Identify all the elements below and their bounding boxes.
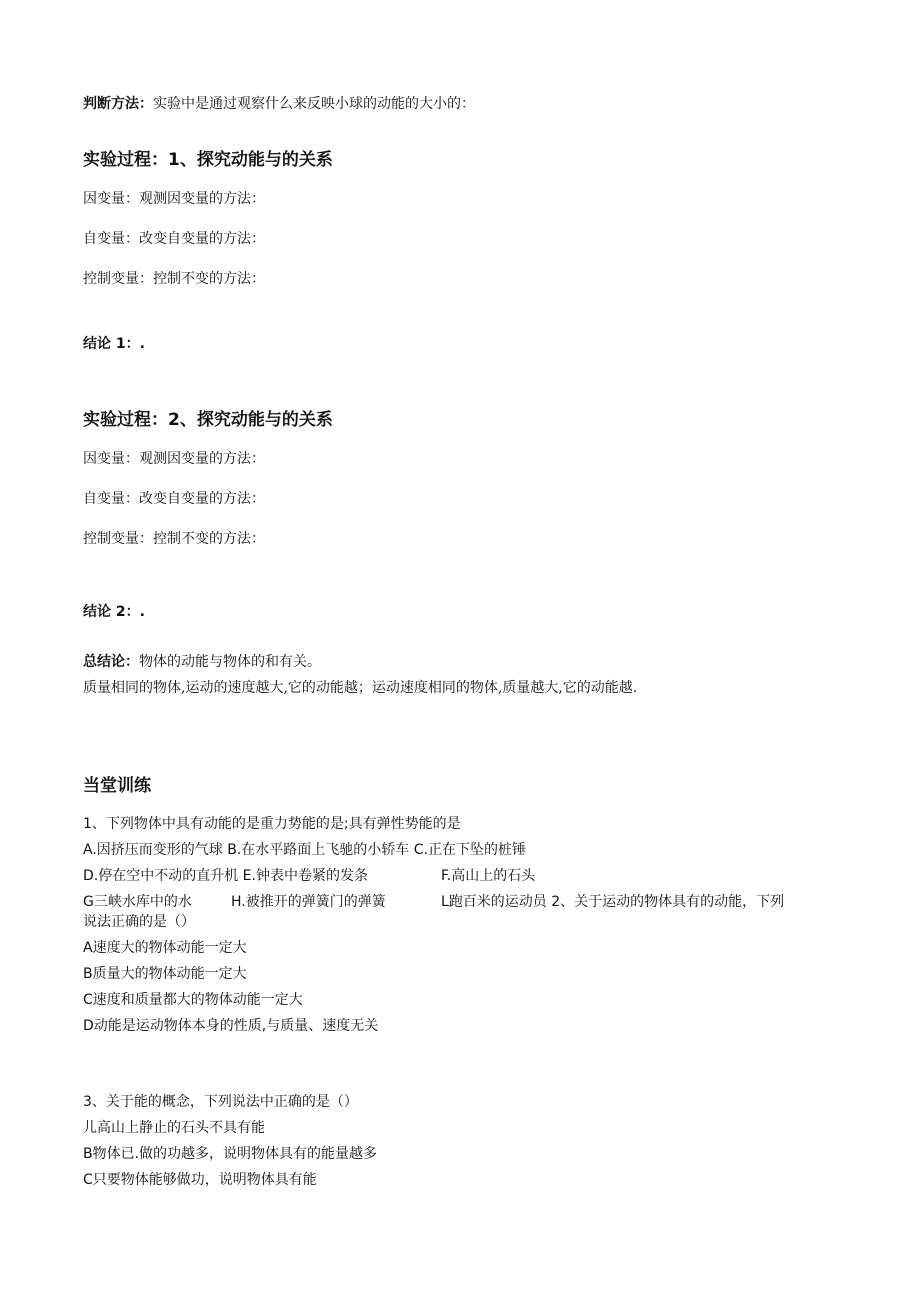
- training-heading: 当堂训练: [83, 776, 151, 796]
- q3-option-b: B物体已.做的功越多，说明物体具有的能量越多: [83, 1146, 378, 1162]
- experiment1-control: 控制变量：控制不变的方法：: [83, 271, 265, 287]
- experiment2-heading: 实验过程：2、探究动能与的关系: [83, 410, 333, 430]
- q1-options-abc: A.因挤压而变形的气球 B.在水平路面上飞驰的小轿车 C.正在下坠的桩锤: [83, 842, 526, 858]
- experiment1-dependent: 因变量：观测因变量的方法：: [83, 191, 265, 207]
- judgement-text: 实验中是通过观察什么来反映小球的动能的大小的：: [153, 96, 475, 112]
- q2-option-c: C速度和质量都大的物体动能一定大: [83, 992, 303, 1008]
- q2-option-d: D动能是运动物体本身的性质,与质量、速度无关: [83, 1018, 379, 1034]
- summary-line2: 质量相同的物体,运动的速度越大,它的动能越；运动速度相同的物体,质量越大,它的动能越.: [83, 680, 638, 696]
- q1-option-l: L跑百米的运动员 2、关于运动的物体具有的动能，下列: [441, 894, 785, 910]
- q1-option-f: F.高山上的石头: [441, 868, 536, 884]
- summary-text: 物体的动能与物体的和有关。: [139, 654, 321, 670]
- q2-option-b: B质量大的物体动能一定大: [83, 966, 247, 982]
- q3-stem: 3、关于能的概念，下列说法中正确的是（）: [83, 1094, 358, 1110]
- judgement-label: 判断方法：: [83, 96, 153, 112]
- experiment2-dependent: 因变量：观测因变量的方法：: [83, 451, 265, 467]
- experiment1-heading: 实验过程：1、探究动能与的关系: [83, 150, 333, 170]
- summary-label: 总结论：: [83, 654, 139, 670]
- experiment1-conclusion: 结论 1：.: [83, 336, 145, 352]
- summary-line: [83, 652, 321, 672]
- q1-stem: 1、下列物体中具有动能的是重力势能的是;具有弹性势能的是: [83, 816, 461, 832]
- judgement-line: [83, 94, 475, 114]
- experiment2-independent: 自变量：改变自变量的方法：: [83, 491, 265, 507]
- q2-stem-continued: 说法正确的是（）: [83, 914, 195, 930]
- experiment1-independent: 自变量：改变自变量的方法：: [83, 231, 265, 247]
- q3-option-c: C只要物体能够做功，说明物体具有能: [83, 1172, 317, 1188]
- q1-option-d: D.停在空中不动的直升机 E.钟表中卷紧的发条: [83, 868, 368, 884]
- q3-option-a: 儿高山上静止的石头不具有能: [83, 1120, 265, 1136]
- q1-option-h: H.被推开的弹簧门的弹簧: [231, 894, 386, 910]
- q1-option-g: G三峡水库中的水: [83, 894, 192, 910]
- experiment2-control: 控制变量：控制不变的方法：: [83, 531, 265, 547]
- q2-option-a: A速度大的物体动能一定大: [83, 940, 247, 956]
- experiment2-conclusion: 结论 2：.: [83, 604, 145, 620]
